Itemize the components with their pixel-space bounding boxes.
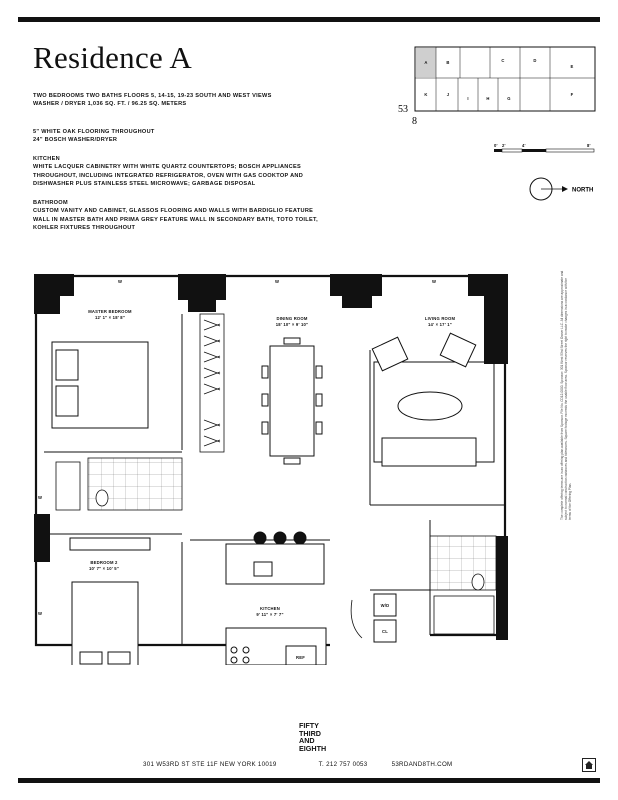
north-compass bbox=[528, 175, 608, 205]
key-unit-f: F bbox=[570, 92, 574, 97]
floor-plan bbox=[30, 270, 520, 665]
compass-label: NORTH bbox=[572, 187, 594, 194]
bathroom-line-1: CUSTOM VANITY AND CABINET, GLASSOS FLOORING AND WALLS WITH BARDIGLIO FEATURE bbox=[33, 208, 314, 215]
top-rule bbox=[18, 17, 600, 22]
bedroom-2-dimensions: 10' 7" × 10' 5" bbox=[88, 566, 120, 571]
key-unit-a: A bbox=[424, 60, 428, 65]
finish-specs bbox=[33, 128, 155, 145]
dining-room-label: DINING ROOM bbox=[276, 316, 308, 321]
key-unit-c: C bbox=[501, 58, 505, 63]
window-mark-5: W bbox=[38, 611, 43, 616]
kitchen-label: KITCHEN bbox=[259, 606, 281, 611]
secondary-bath bbox=[430, 536, 496, 634]
logo-line-4: EIGHTH bbox=[299, 743, 327, 753]
key-unit-j: J bbox=[446, 92, 450, 97]
master-bedroom-label: MASTER BEDROOM bbox=[88, 309, 132, 314]
kitchen-dimensions: 9' 11" × 7' 7" bbox=[256, 612, 284, 617]
washer-dryer-label: W/D bbox=[380, 603, 390, 608]
scale-tick-4: 4' bbox=[522, 143, 526, 148]
phone: T. 212 757 0053 bbox=[318, 761, 368, 768]
scale-tick-8: 8' bbox=[587, 143, 591, 148]
master-bedroom-dimensions: 12' 1" × 18' 8" bbox=[94, 315, 126, 320]
logo-line-2: THIRD bbox=[299, 728, 321, 738]
key-unit-h: H bbox=[486, 96, 490, 101]
logo-line-3: AND bbox=[299, 736, 315, 746]
unit-summary bbox=[33, 92, 272, 109]
scale-bar bbox=[492, 142, 597, 158]
key-unit-g: G bbox=[507, 96, 511, 101]
living-room-dimensions: 14' × 17' 1" bbox=[428, 322, 452, 327]
legal-disclaimer: The complete offering terms are in an offering plan available from Sponsor. File No. CD12-0000. Sponsor: 301 West 53rd Street Owner LLC. All dimensions are approximate and subject to normal construction variances and tolerances. Square footage exceeds the usable floor area. Sponsor reserves the right to make changes in accordance with the terms of the Offering Plan. bbox=[560, 270, 572, 520]
key-unit-b: B bbox=[446, 60, 450, 65]
key-unit-k: K bbox=[424, 92, 428, 97]
address: 301 W53RD ST STE 11F NEW YORK 10019 bbox=[143, 761, 277, 768]
kitchen-line-1: WHITE LACQUER CABINETRY WITH WHITE QUARTZ COUNTERTOPS; BOSCH APPLIANCES bbox=[33, 164, 302, 171]
scale-tick-0: 0' bbox=[494, 143, 498, 148]
living-room-furniture bbox=[372, 333, 494, 466]
street-8-label: 8 bbox=[412, 116, 417, 124]
bathroom-specs bbox=[33, 199, 318, 233]
summary-line-2: WASHER / DRYER 1,036 SQ. FT. / 96.25 SQ. METERS bbox=[33, 101, 187, 108]
kitchen-line-2: THROUGHOUT, INCLUDING INTEGRATED REFRIGERATOR, OVEN WITH GAS COOKTOP AND bbox=[33, 172, 304, 179]
closet-label: CL bbox=[382, 629, 388, 634]
key-unit-d: D bbox=[533, 58, 537, 63]
kitchen-heading: KITCHEN bbox=[33, 156, 60, 162]
summary-line-1: TWO BEDROOMS TWO BATHS FLOORS 5, 14-15, 19-23 SOUTH AND WEST VIEWS bbox=[33, 93, 272, 99]
key-unit-e: E bbox=[570, 64, 574, 69]
contact-line bbox=[143, 761, 453, 768]
kitchen-counter bbox=[226, 628, 326, 665]
living-room-label: LIVING ROOM bbox=[424, 316, 456, 321]
bathroom-line-3: KOHLER FIXTURES THROUGHOUT bbox=[33, 225, 136, 232]
key-unit-i: I bbox=[467, 96, 469, 101]
north-arrow-icon bbox=[562, 186, 568, 192]
page-title: Residence A bbox=[33, 40, 193, 75]
window-mark-4: W bbox=[38, 495, 43, 500]
bathroom-heading: BATHROOM bbox=[33, 200, 68, 206]
bottom-rule bbox=[18, 778, 600, 783]
window-mark-2: W bbox=[275, 279, 280, 284]
brand-logo bbox=[299, 722, 326, 752]
website-link[interactable]: 53RDAND8TH.COM bbox=[391, 761, 453, 768]
window-mark-3: W bbox=[432, 279, 437, 284]
key-plan-outline bbox=[415, 47, 595, 111]
bathroom-line-2: WALL IN MASTER BATH AND PRIMA GREY FEATURE WALL IN SECONDARY BATH, TOTO TOILET, bbox=[33, 216, 318, 223]
bedroom-2-bed bbox=[70, 538, 150, 665]
window-mark-1: W bbox=[118, 279, 123, 284]
washer-spec: 24" BOSCH WASHER/DRYER bbox=[33, 137, 118, 144]
flooring-spec: 5" WHITE OAK FLOORING THROUGHOUT bbox=[33, 129, 155, 135]
master-bath bbox=[56, 458, 182, 510]
entry-door bbox=[351, 600, 362, 638]
scale-tick-2: 2' bbox=[502, 143, 506, 148]
kitchen-specs bbox=[33, 155, 303, 189]
logo-line-1: FIFTY bbox=[299, 721, 319, 730]
bedroom-2-label: BEDROOM 2 bbox=[90, 560, 118, 565]
refrigerator-label: REF bbox=[296, 655, 305, 660]
master-bedroom-bed bbox=[52, 342, 148, 428]
equal-housing-icon bbox=[582, 758, 596, 772]
closet-wardrobe bbox=[200, 314, 224, 452]
kitchen-line-3: DISHWASHER PLUS STAINLESS STEEL MICROWAVE; GARBAGE DISPOSAL bbox=[33, 181, 256, 188]
dining-room-dimensions: 18' 10" × 9' 10" bbox=[275, 322, 309, 327]
key-plan bbox=[398, 44, 600, 124]
dining-table bbox=[262, 338, 322, 464]
street-53-label: 53 bbox=[398, 104, 408, 115]
